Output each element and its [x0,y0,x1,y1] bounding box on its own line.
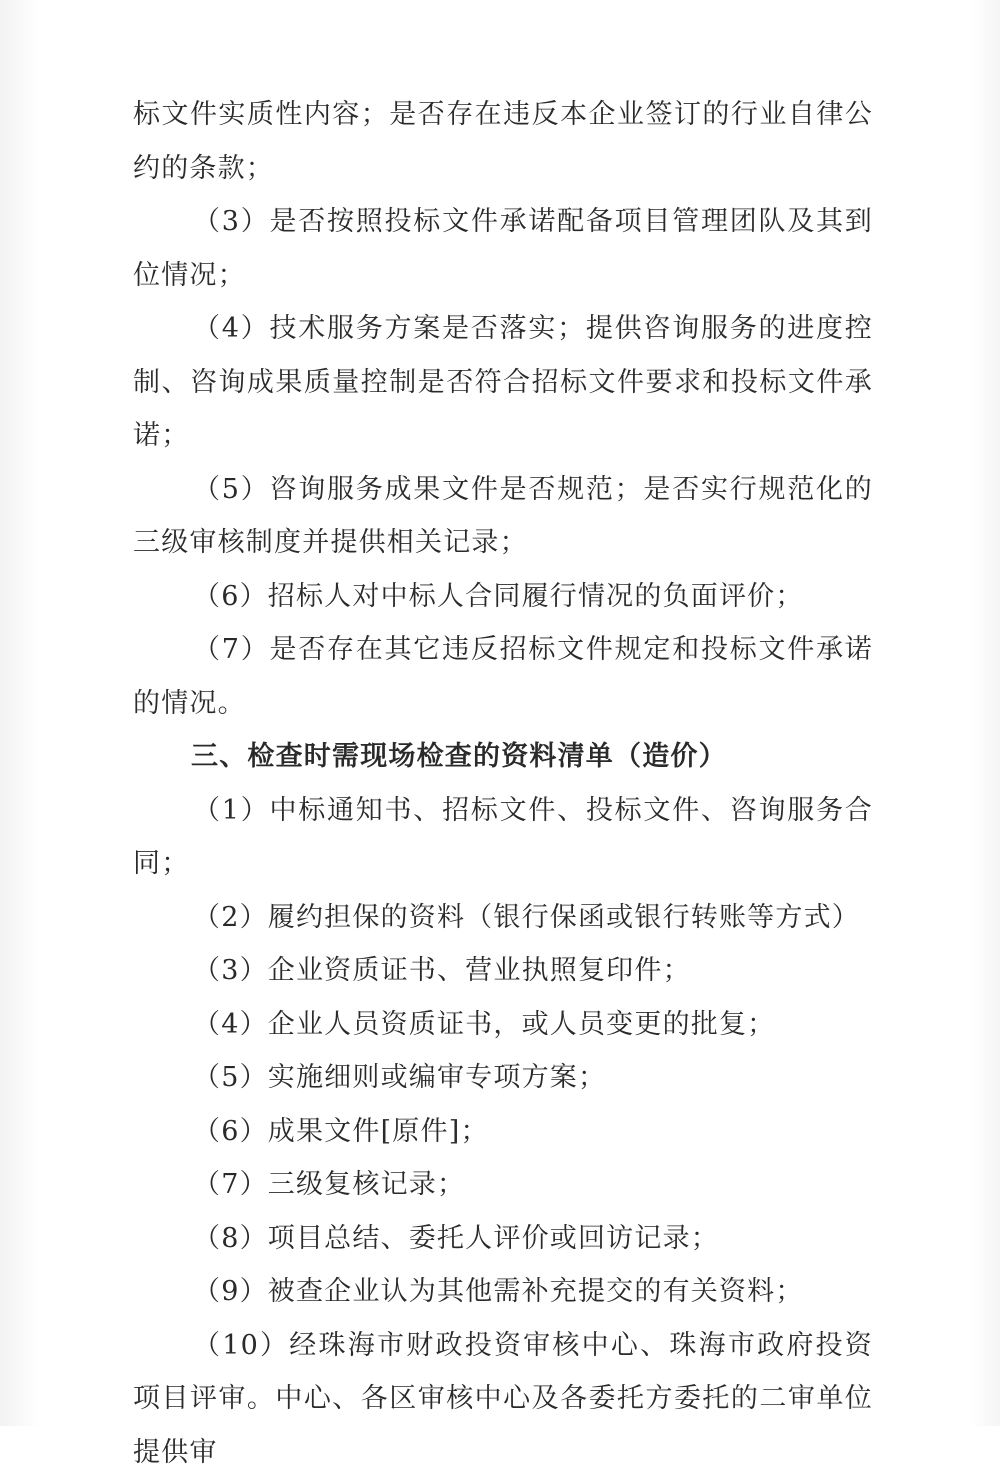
checklist-item-3: （3）企业资质证书、营业执照复印件； [133,944,873,998]
checklist-item-2: （2）履约担保的资料（银行保函或银行转账等方式） [133,891,873,945]
paragraph-item-5: （5）咨询服务成果文件是否规范；是否实行规范化的三级审核制度并提供相关记录； [133,463,873,570]
document-body [133,88,873,1479]
checklist-item-8: （8）项目总结、委托人评价或回访记录； [133,1212,873,1266]
section-heading: 三、检查时需现场检查的资料清单（造价） [133,730,873,784]
checklist-item-10: （10）经珠海市财政投资审核中心、珠海市政府投资项目评审。中心、各区审核中心及各委托方委托的二审单位提供审 [133,1319,873,1479]
paragraph-item-4: （4）技术服务方案是否落实；提供咨询服务的进度控制、咨询成果质量控制是否符合招标文件要求和投标文件承诺； [133,302,873,463]
scan-edge-shadow-right [970,0,1000,1426]
paragraph-continuation: 标文件实质性内容；是否存在违反本企业签订的行业自律公约的条款； [133,88,873,195]
checklist-item-7: （7）三级复核记录； [133,1158,873,1212]
checklist-item-9: （9）被查企业认为其他需补充提交的有关资料； [133,1265,873,1319]
scan-edge-shadow-left [0,0,40,1426]
checklist-item-4: （4）企业人员资质证书，或人员变更的批复； [133,998,873,1052]
checklist-item-5: （5）实施细则或编审专项方案； [133,1051,873,1105]
checklist-item-1: （1）中标通知书、招标文件、投标文件、咨询服务合同； [133,784,873,891]
paragraph-item-6: （6）招标人对中标人合同履行情况的负面评价； [133,570,873,624]
paragraph-item-7: （7）是否存在其它违反招标文件规定和投标文件承诺的情况。 [133,623,873,730]
paragraph-item-3: （3）是否按照投标文件承诺配备项目管理团队及其到位情况； [133,195,873,302]
checklist-item-6: （6）成果文件[原件]； [133,1105,873,1159]
